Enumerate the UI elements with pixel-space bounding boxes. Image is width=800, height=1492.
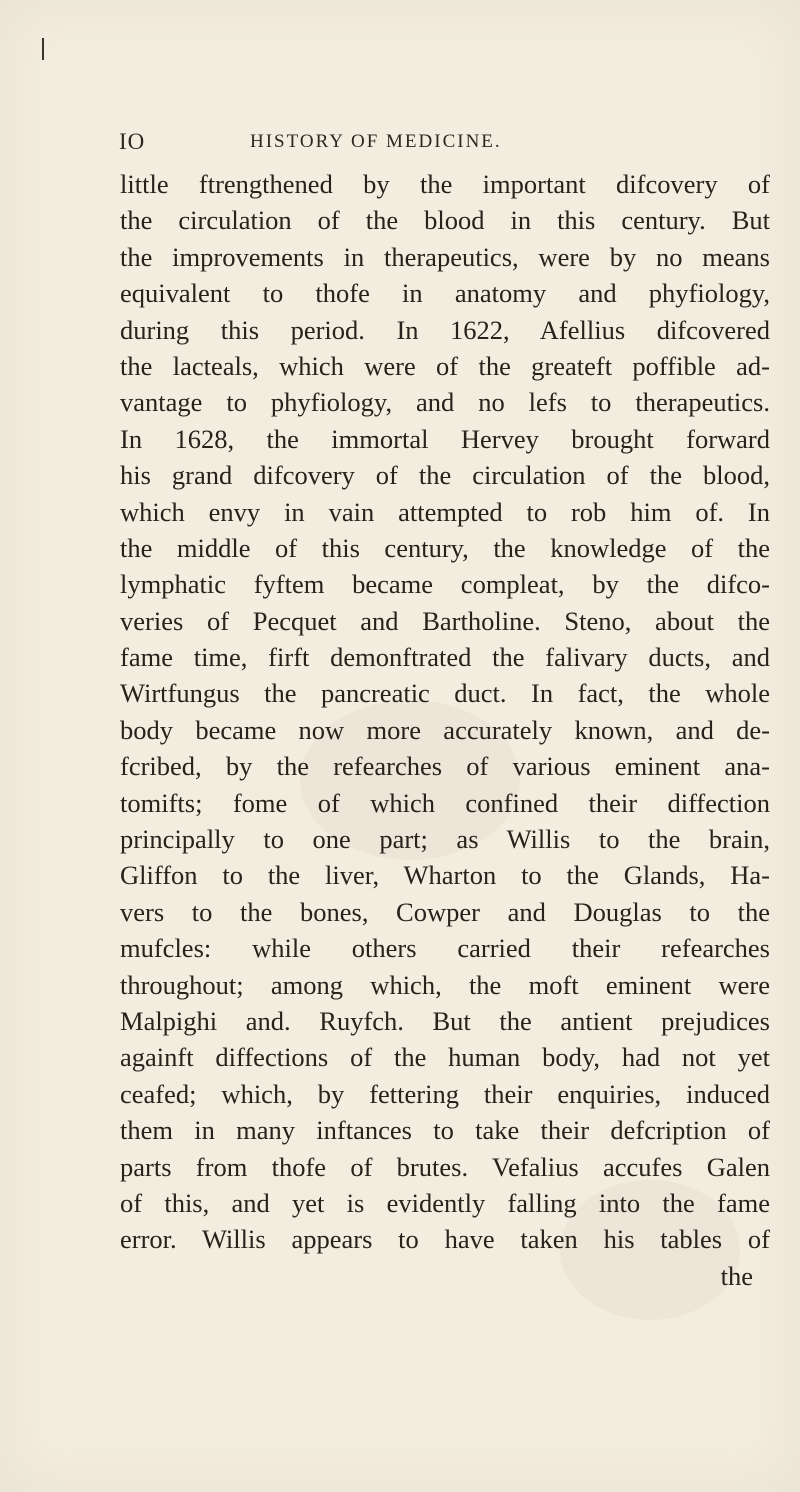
text-line: Malpighi and. Ruyfch. But the antient prejudices [120, 1005, 770, 1036]
text-line: In 1628, the immortal Hervey brought forward [120, 423, 770, 454]
text-line: vers to the bones, Cowper and Douglas to the [120, 896, 770, 927]
text-line: throughout; among which, the moft eminent were [120, 969, 770, 1000]
text-line: which envy in vain attempted to rob him of. In [120, 496, 770, 527]
text-line: fcribed, by the refearches of various eminent ana- [120, 751, 770, 782]
text-line: the improvements in therapeutics, were by no means [120, 241, 770, 272]
text-line: little ftrengthened by the important difcovery of [120, 169, 770, 199]
catchword: the [720, 1260, 753, 1291]
text-line: body became now more accurately known, and de- [120, 714, 770, 745]
text-line: Gliffon to the liver, Wharton to the Glands, Ha- [120, 860, 770, 891]
text-line: mufcles: while others carried their refearches [120, 933, 770, 964]
page-number: IO [119, 129, 146, 154]
body-text [120, 166, 770, 1294]
text-line: fame time, firft demonftrated the falivary ducts, and [120, 642, 770, 673]
running-title: HISTORY OF MEDICINE. [250, 131, 502, 152]
text-line: veries of Pecquet and Bartholine. Steno, about the [120, 605, 770, 636]
text-line: vantage to phyfiology, and no lefs to therapeutics. [120, 387, 770, 418]
text-line: them in many inftances to take their defcription of [120, 1115, 770, 1146]
text-line: equivalent to thofe in anatomy and phyfiology, [120, 278, 770, 309]
text-line: during this period. In 1622, Afellius difcovered [120, 314, 770, 345]
text-line: tomifts; fome of which confined their diffection [120, 787, 770, 818]
text-line: the lacteals, which were of the greateft poffible ad- [120, 350, 770, 381]
page-edge-mark [42, 38, 44, 60]
text-line: parts from thofe of brutes. Vefalius accufes Galen [120, 1151, 770, 1182]
text-line: error. Willis appears to have taken his tables of [120, 1224, 770, 1255]
text-line: principally to one part; as Willis to the brain, [120, 824, 770, 855]
text-line: againft diffections of the human body, had not yet [120, 1042, 770, 1073]
text-line: lymphatic fyftem became compleat, by the difco- [120, 569, 770, 600]
text-line: his grand difcovery of the circulation of the blood, [120, 460, 770, 491]
text-line: of this, and yet is evidently falling into the fame [120, 1187, 770, 1218]
text-line: the circulation of the blood in this century. But [120, 205, 770, 236]
text-line: Wirtfungus the pancreatic duct. In fact, the whole [120, 678, 770, 709]
text-line: ceafed; which, by fettering their enquiries, induced [120, 1078, 770, 1109]
text-line: the middle of this century, the knowledge of the [120, 532, 770, 563]
